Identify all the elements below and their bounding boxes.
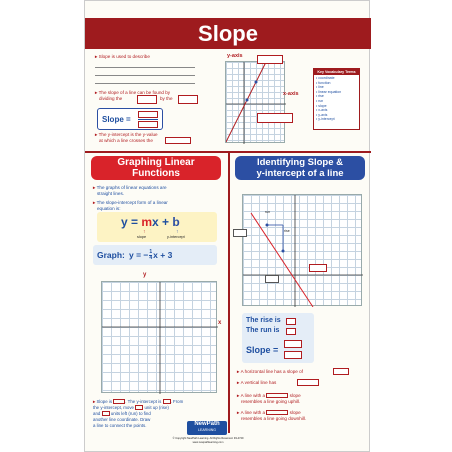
answer-box[interactable] <box>257 113 293 123</box>
run-line: The run is <box>246 327 280 334</box>
slope-found-by: by the <box>160 96 173 101</box>
axis-x-label: x <box>218 320 222 326</box>
horizontal-line-text: ▸ A horizontal line has a slope of <box>237 369 303 374</box>
answer-box[interactable] <box>163 399 171 404</box>
yint-text: ▸ The y-intercept is the y-value <box>95 132 158 137</box>
vocabulary-box <box>313 68 360 130</box>
bullet-icon: ▸ <box>237 380 241 385</box>
negative-slope-text: ▸ A line with a slope <box>237 410 301 415</box>
vocabulary-term: • line <box>316 85 324 90</box>
answer-box[interactable] <box>178 95 198 104</box>
y-axis-label: y-axis <box>227 53 243 59</box>
graphing-p1-2: straight lines. <box>97 191 125 196</box>
vocabulary-term: • rise <box>316 94 324 99</box>
vocabulary-term: • function <box>316 80 331 85</box>
slope-found-text-2: dividing the <box>99 96 123 101</box>
slope-formula-box <box>97 108 163 130</box>
vocabulary-term: • slope <box>316 103 327 108</box>
answer-box[interactable] <box>257 55 283 64</box>
brand-subtitle: LEARNING <box>198 428 216 432</box>
poster <box>84 0 370 452</box>
graphing-p2-2: equation is: <box>97 206 121 211</box>
slope-formula-label: Slope = <box>102 115 131 124</box>
negative-slope-text-2: resembles a line going downhill. <box>241 416 307 421</box>
slope-line <box>226 62 266 142</box>
answer-line <box>95 67 195 68</box>
identifying-grid <box>242 194 362 306</box>
slope-describe-text: ▸ Slope is used to describe <box>95 54 150 59</box>
brand-name: NewPath <box>194 421 220 427</box>
identifying-header <box>235 156 365 180</box>
graphing-grid <box>101 281 217 393</box>
identifying-header-line2: y-intercept of a line <box>256 168 344 179</box>
vocabulary-term: • y-intercept <box>316 117 335 122</box>
answer-box[interactable] <box>284 340 302 348</box>
answer-box[interactable] <box>113 399 125 404</box>
graphing-p2: ▸ The slope-intercept form of a linear <box>93 200 168 205</box>
slope-label: slope <box>137 235 147 239</box>
fraction-bar <box>138 119 158 120</box>
graphing-p1: ▸ The graphs of linear equations are <box>93 185 167 190</box>
arrow-up-icon: ↑ <box>143 229 146 235</box>
vocabulary-list <box>314 75 359 123</box>
slope-intercept-equation: y = mx + b <box>121 215 180 229</box>
graphing-grid-svg <box>102 282 218 394</box>
axis-y-label: y <box>143 272 147 278</box>
bullet-icon: ▸ <box>93 200 97 205</box>
bullet-icon: ▸ <box>95 132 99 137</box>
graphing-header-line2: Functions <box>132 168 180 179</box>
answer-box[interactable] <box>297 379 319 386</box>
yint-label: y-intercept <box>167 235 185 239</box>
vocabulary-term: • linear equation <box>316 89 342 94</box>
answer-box[interactable] <box>309 264 327 272</box>
arrow-up-icon: ↑ <box>176 229 179 235</box>
point <box>266 224 269 227</box>
answer-line <box>95 83 195 84</box>
answer-box[interactable] <box>135 405 143 410</box>
answer-box[interactable] <box>286 328 296 335</box>
x-axis-label: x-axis <box>283 91 299 97</box>
point <box>255 81 258 84</box>
vocabulary-title: Key Vocabulary Terms <box>314 69 359 75</box>
bullet-icon: ▸ <box>95 90 99 95</box>
answer-line <box>95 75 195 76</box>
answer-box[interactable] <box>266 410 288 415</box>
answer-box[interactable] <box>233 229 247 237</box>
equation-panel <box>97 212 217 242</box>
answer-box[interactable] <box>266 393 288 398</box>
answer-box[interactable] <box>284 351 302 359</box>
rise-line: The rise is <box>246 317 281 324</box>
graph-equation-panel <box>93 245 217 265</box>
vertical-line-text: ▸ A vertical line has <box>237 380 277 385</box>
poster-title: Slope <box>85 18 371 49</box>
website-url: www.newpathlearning.com <box>192 441 224 444</box>
vocabulary-term: • run <box>316 98 324 103</box>
positive-slope-text: ▸ A line with a slope <box>237 393 301 398</box>
graph-label: Graph: <box>97 250 125 260</box>
graph-equation: y = − $\frac{1}{4}$ x + 3 <box>129 249 173 262</box>
identifying-header-line1: Identifying Slope & <box>256 157 344 168</box>
bullet-icon: ▸ <box>237 410 241 415</box>
answer-box[interactable] <box>333 368 349 375</box>
identifying-grid-svg <box>243 195 363 307</box>
identifying-line <box>251 213 313 307</box>
vocabulary-term: • x-axis <box>316 108 328 113</box>
run-label: run <box>265 210 271 214</box>
bullet-icon: ▸ <box>95 54 99 59</box>
graphing-header <box>91 156 221 180</box>
point <box>282 250 285 253</box>
yint-text-2: at which a line crosses the <box>99 138 153 143</box>
point <box>246 99 249 102</box>
vocabulary-term: • y-axis <box>316 112 328 117</box>
answer-box[interactable] <box>286 318 296 325</box>
vertical-divider <box>228 153 230 433</box>
slope-eq-label: Slope = <box>246 345 279 355</box>
graphing-instructions: ▸ Slope is . The y-intercept is . From the y-intercept, move unit up (rise) and units left (run) to find another line coordinate. Draw a line to connect the points. <box>93 399 184 428</box>
bullet-icon: ▸ <box>93 399 97 404</box>
bullet-icon: ▸ <box>237 369 241 374</box>
rise-label: rise <box>284 229 290 233</box>
vocabulary-term: • coordinate <box>316 76 335 80</box>
answer-box[interactable] <box>102 411 110 416</box>
answer-box[interactable] <box>165 137 191 144</box>
rise-run-panel <box>242 313 314 363</box>
answer-box[interactable] <box>138 121 158 128</box>
answer-box[interactable] <box>265 275 279 283</box>
bullet-icon: ▸ <box>93 185 97 190</box>
positive-slope-text-2: resembles a line going uphill. <box>241 399 301 404</box>
slope-graph-svg <box>226 62 286 144</box>
slope-graph <box>225 61 285 143</box>
brand-logo <box>187 421 227 435</box>
copyright-text: © Copyright NewPath Learning. All Rights Reserved. 93-4749 <box>172 437 244 440</box>
slope-found-text: ▸ The slope of a line can be found by <box>95 90 171 95</box>
graphing-header-line1: Graphing Linear <box>117 157 195 168</box>
answer-box[interactable] <box>138 111 158 118</box>
answer-box[interactable] <box>137 95 157 104</box>
bullet-icon: ▸ <box>237 393 241 398</box>
